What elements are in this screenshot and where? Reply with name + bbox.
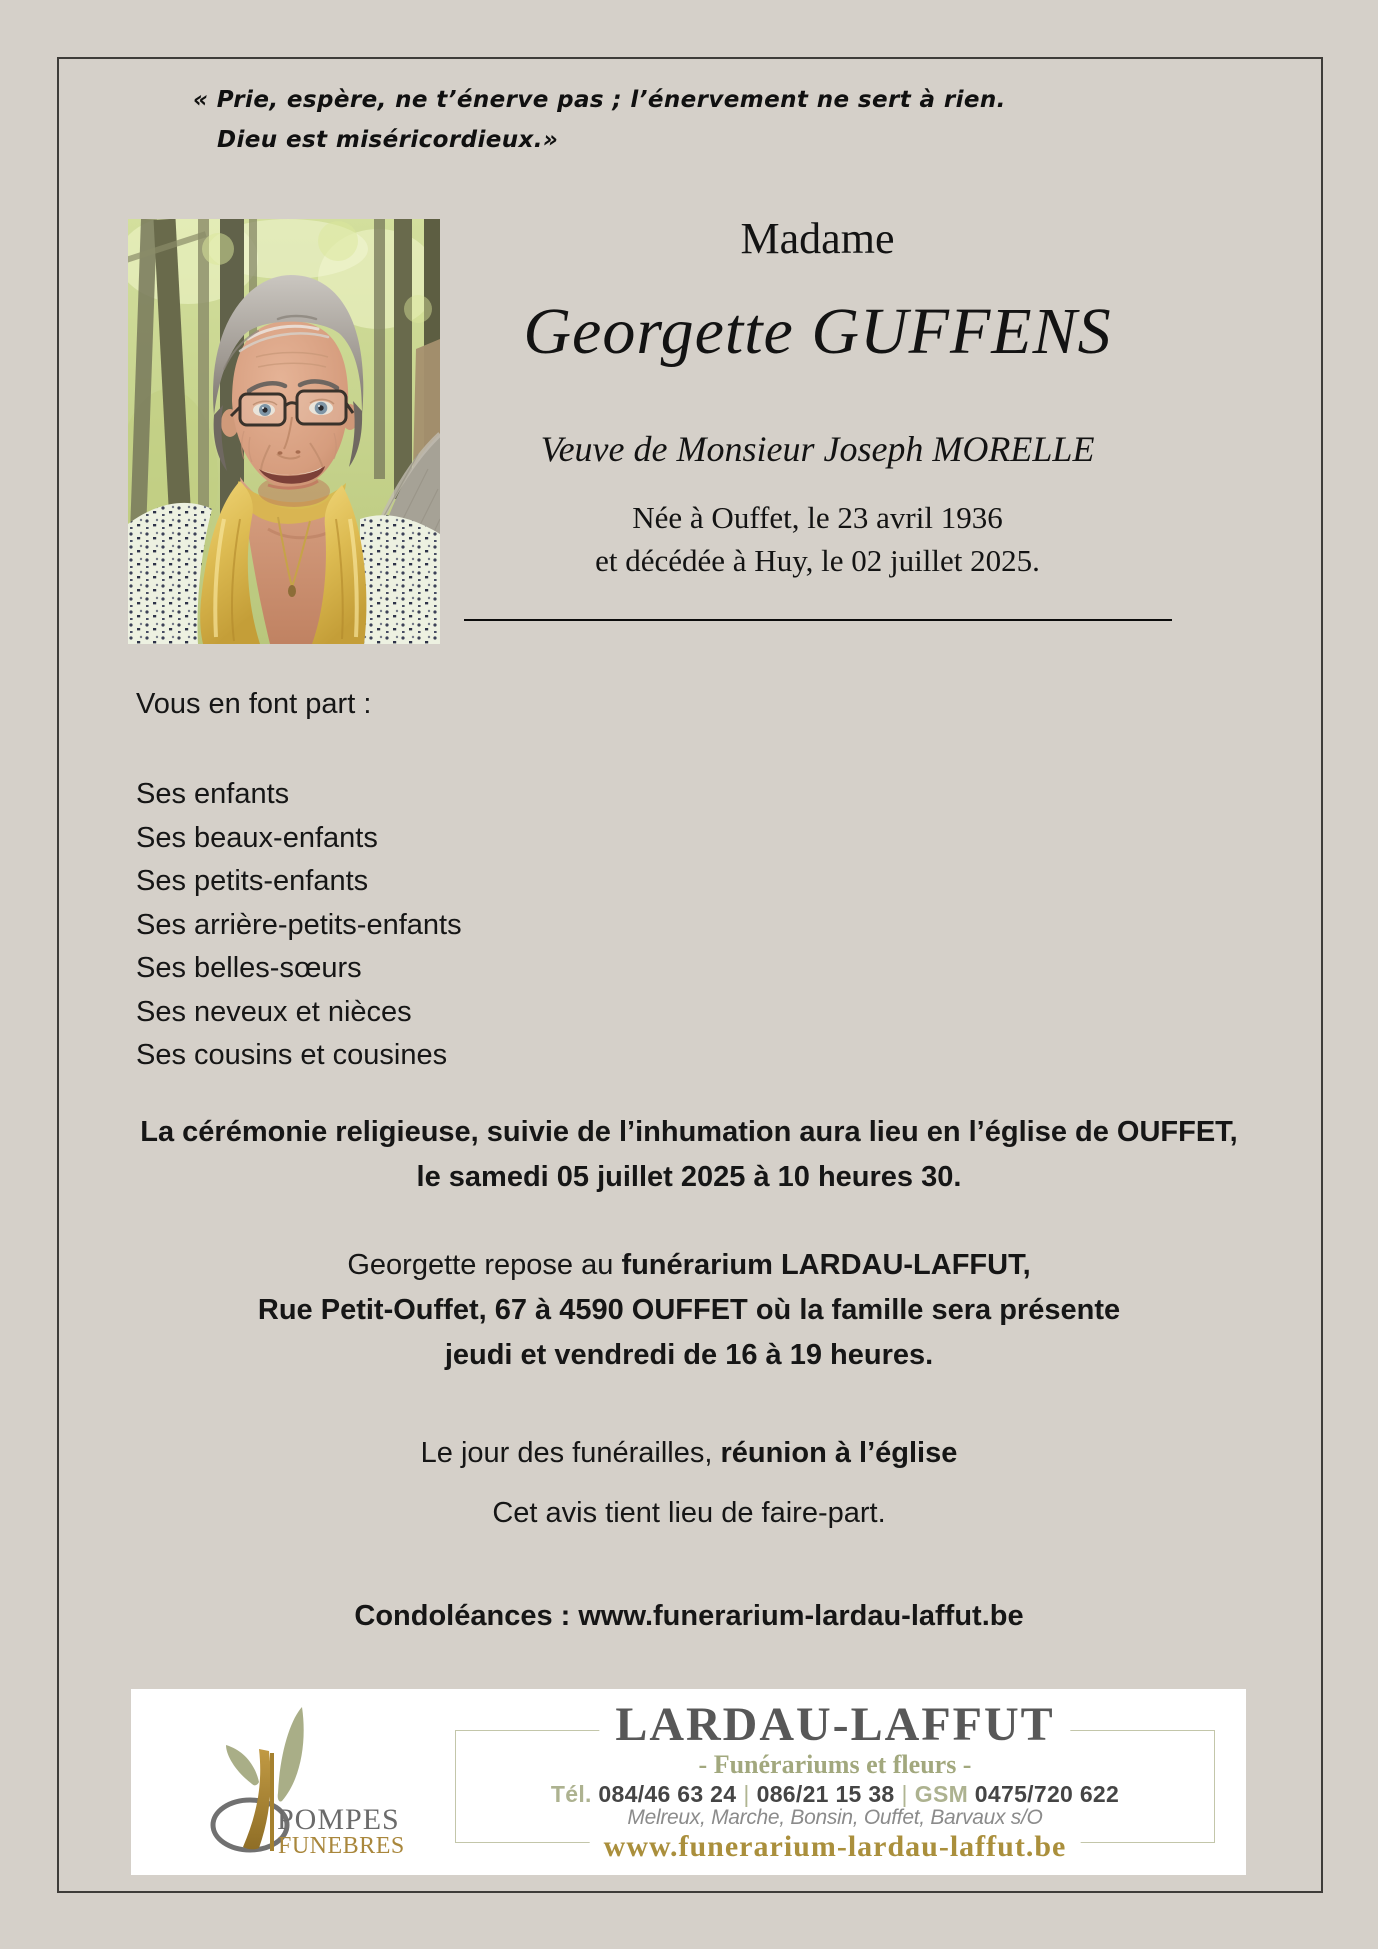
- funeral-day-prefix: Le jour des funérailles,: [420, 1437, 721, 1469]
- ceremony-line-2: le samedi 05 juillet 2025 à 10 heures 30.: [416, 1161, 962, 1193]
- header-block: [440, 212, 1195, 580]
- funeral-day-line: [59, 1437, 1319, 1470]
- condolences-line: Condoléances : www.funerarium-lardau-laffut.be: [354, 1600, 1024, 1632]
- footer-info: [455, 1689, 1215, 1875]
- tel-number-1: 084/46 63 24: [598, 1781, 737, 1807]
- deceased-name: Georgette GUFFENS: [523, 295, 1112, 368]
- tel-label: Tél.: [550, 1781, 592, 1807]
- opening-quote: [193, 80, 1006, 160]
- gsm-label: GSM: [914, 1781, 969, 1807]
- death-line: et décédée à Huy, le 02 juillet 2025.: [595, 543, 1040, 578]
- tel-number-2: 086/21 15 38: [756, 1781, 895, 1807]
- ceremony-paragraph: [59, 1110, 1319, 1200]
- repose-line-3: jeudi et vendredi de 16 à 19 heures.: [444, 1339, 934, 1371]
- repose-funerarium: funérarium LARDAU-LAFFUT,: [621, 1249, 1031, 1281]
- logo-text-pompes: POMPES: [277, 1803, 400, 1836]
- repose-prefix: Georgette repose au: [347, 1249, 622, 1281]
- widow-line: Veuve de Monsieur Joseph MORELLE: [540, 429, 1095, 469]
- company-name: LARDAU-LAFFUT: [599, 1701, 1070, 1749]
- phone-separator: |: [901, 1781, 908, 1807]
- quote-line-2: Dieu est miséricordieux.»: [217, 127, 559, 153]
- gsm-number: 0475/720 622: [974, 1781, 1120, 1807]
- family-list-item: Ses arrière-petits-enfants: [136, 908, 462, 941]
- repose-line-1: [59, 1243, 1319, 1288]
- family-list-item: Ses enfants: [136, 778, 290, 810]
- birth-line: Née à Ouffet, le 23 avril 1936: [632, 500, 1003, 535]
- family-list-item: Ses belles-sœurs: [136, 952, 362, 984]
- footer-card: [131, 1689, 1246, 1875]
- portrait-photo: [128, 219, 440, 644]
- phone-line: [455, 1782, 1215, 1807]
- family-list-item: Ses beaux-enfants: [136, 821, 378, 854]
- family-list-item: Ses petits-enfants: [136, 865, 369, 897]
- notice-line: Cet avis tient lieu de faire-part.: [492, 1497, 886, 1529]
- logo-leaf-small: [226, 1745, 259, 1785]
- family-list-item: Ses neveux et nièces: [136, 995, 412, 1028]
- logo-text-funebres: FUNEBRES: [278, 1833, 405, 1859]
- logo-leaf-large: [278, 1707, 304, 1802]
- repose-line-2: Rue Petit-Ouffet, 67 à 4590 OUFFET où la famille sera présente: [257, 1294, 1121, 1326]
- family-list: [136, 773, 462, 1078]
- funeral-day-bold: réunion à l’église: [720, 1437, 958, 1469]
- family-list-item: Ses cousins et cousines: [136, 1039, 448, 1071]
- phone-separator: |: [743, 1781, 750, 1807]
- logo-stem: [270, 1753, 274, 1851]
- repose-paragraph: [59, 1243, 1319, 1378]
- quote-line-1: « Prie, espère, ne t’énerve pas ; l’énervement ne sert à rien.: [193, 87, 1006, 113]
- website-line: www.funerarium-lardau-laffut.be: [590, 1829, 1081, 1865]
- cities-line: Melreux, Marche, Bonsin, Ouffet, Barvaux s/O: [627, 1806, 1043, 1829]
- ceremony-line-1: La cérémonie religieuse, suivie de l’inhumation aura lieu en l’église de OUFFET,: [140, 1116, 1238, 1148]
- announcement-intro: Vous en font part :: [136, 688, 372, 720]
- title-madame: Madame: [740, 214, 895, 263]
- funeral-home-logo: [131, 1689, 491, 1875]
- company-tagline: - Funérariums et fleurs -: [698, 1750, 972, 1779]
- divider-line: [464, 619, 1172, 621]
